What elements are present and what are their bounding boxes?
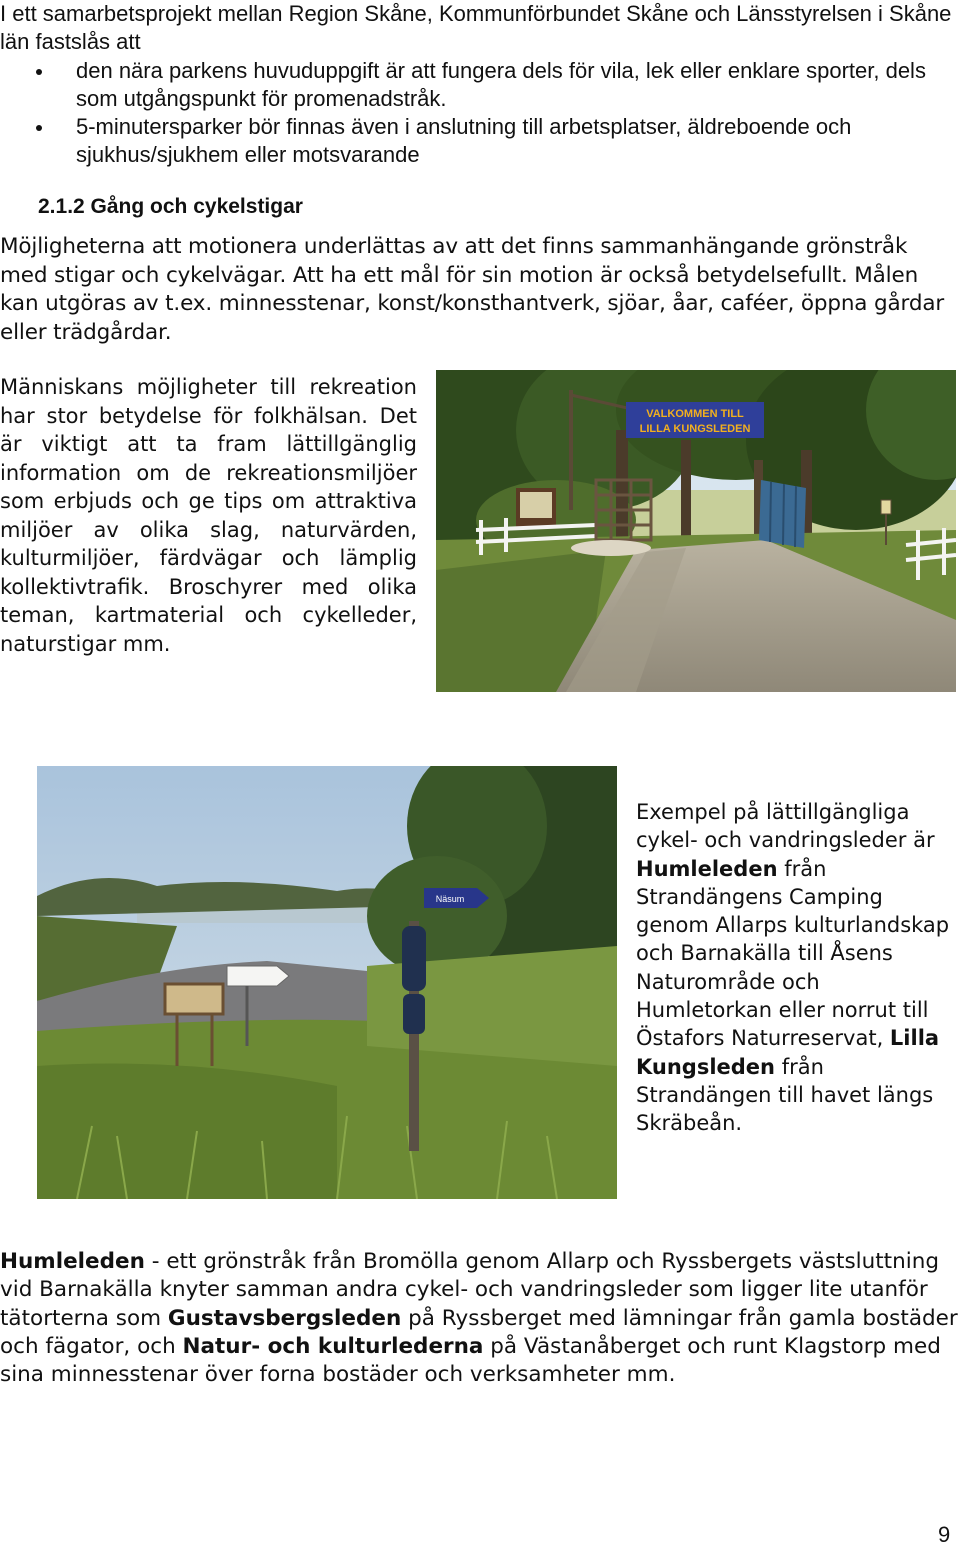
paragraph-motion: Möjligheterna att motionera underlättas av att det finns sammanhängande grönstråk med stigar och cykelvägar. Att ha ett mål för sin motion är också betydelsefullt. Målen kan utgöras av t.ex. minnesstenar, konst/konsthantverk, sjöar, åar, caféer, öppna gårdar eller trädgårdar. (0, 234, 945, 345)
section-heading: 2.1.2 Gång och cykelstigar (38, 195, 303, 218)
sign-text-line1: VALKOMMEN TILL (646, 408, 744, 420)
list-item (0, 113, 960, 169)
bullet-text: den nära parkens huvuduppgift är att fungera dels för vila, lek eller enklare sporter, dels som utgångspunkt för promenadstråk. (76, 58, 926, 111)
sign-text-line2: LILLA KUNGSLEDEN (639, 423, 751, 435)
trail-name-natur-och-kulturlederna: Natur- och kulturlederna (182, 1333, 484, 1359)
page-number: 9 (938, 1522, 951, 1547)
paragraph-humleleden: Humleleden - ett grönstråk från Bromölla genom Allarp och Ryssbergets västsluttning vid Barnakälla knyter samman andra cykel- och vandringsleder som ligger lite utanför tätorterna som Gustavsbergsleden på Ryssberget med lämningar från gamla bostäder och fägator, och Natur- och kulturlederna på Västanåberget och runt Klagstorp med sina minnesstenar över forna bostäder och verksamheter mm. (0, 1249, 958, 1388)
bullet-text: 5-minutersparker bör finnas även i anslutning till arbetsplatser, äldreboende och sjukhus/sjukhem eller motsvarande (76, 114, 852, 167)
photo-lilla-kungsleden-entrance (436, 370, 956, 692)
trail-name-gustavsbergsleden: Gustavsbergsleden (167, 1305, 402, 1331)
direction-sign-text: Näsum (435, 894, 465, 904)
trail-name-humleleden: Humleleden (636, 856, 778, 881)
trail-name-humleleden-bold: Humleleden (0, 1249, 145, 1274)
bullet-list (0, 57, 960, 169)
photo-trail-signposts (37, 766, 617, 1199)
trail-name-lilla-kungsleden: Lilla Kungsleden (636, 1026, 940, 1079)
list-item (0, 57, 960, 113)
paragraph-recreation: Människans möjligheter till rekreation har stor betydelse för folkhälsan. Det är viktigt att ta fram lättillgänglig information om de rekreationsmiljöer som erbjuds och ge tips om attraktiva miljöer av olika slag, naturvärden, kulturmiljöer, färdvägar och lämplig kollektivtrafik. Broschyrer med olika teman, kartmaterial och cykelleder, naturstigar mm. (0, 375, 417, 656)
bullet-icon (36, 125, 42, 131)
side-text: Exempel på lättillgängliga cykel- och vandringsleder är Humleleden från Strandängens Camping genom Allarps kulturlandskap och Barnakälla till Åsens Naturområde och Humletorkan eller norrut till Östafors Naturreservat, Lilla Kungsleden från Strandängen till havet längs Skräbeån. (636, 800, 950, 1136)
intro-paragraph: I ett samarbetsprojekt mellan Region Skåne, Kommunförbundet Skåne och Länsstyrelsen i Skåne län fastslås att (0, 1, 952, 54)
bullet-icon (36, 69, 42, 75)
